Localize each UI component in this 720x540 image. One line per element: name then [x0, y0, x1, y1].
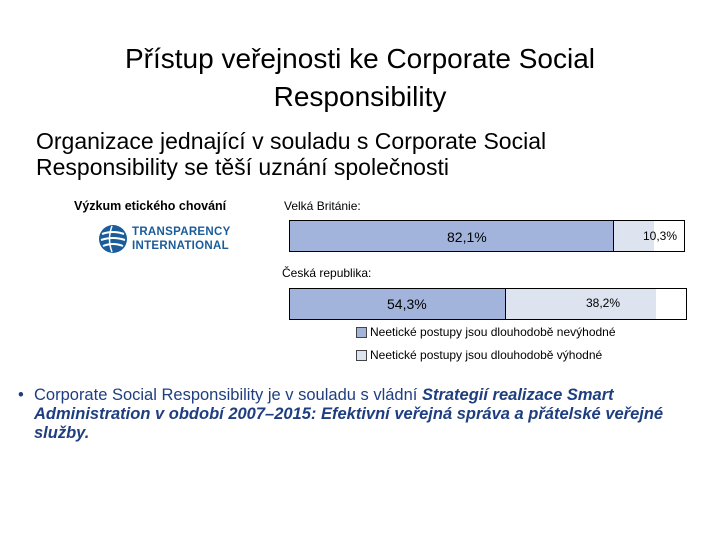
value-label-cz-favorable: 38,2%	[586, 296, 621, 310]
subtitle-line-1: Organizace jednající v souladu s Corporate Social	[36, 128, 547, 154]
source-label: Výzkum etického chování	[74, 199, 227, 213]
legend-label-favorable: Neetické postupy jsou dlouhodobě výhodné	[370, 348, 603, 362]
title-line-2: Responsibility	[273, 81, 447, 112]
bar-uk	[289, 220, 685, 252]
slide-title	[60, 40, 660, 116]
value-label-cz-unfavorable: 54,3%	[387, 296, 427, 312]
transparency-international-logo	[98, 222, 238, 256]
bullet-text-emphasis: Strategií realizace Smart Administration v období 2007–2015: Efektivní veřejná správa a přátelské veřejné služby.	[34, 386, 664, 442]
slide-subtitle	[36, 128, 676, 180]
globe-icon	[98, 224, 128, 254]
subtitle-line-2: Responsibility se těší uznání společnosti	[36, 154, 449, 180]
legend-label-unfavorable: Neetické postupy jsou dlouhodobě nevýhodné	[370, 325, 616, 339]
value-label-uk-unfavorable: 82,1%	[447, 229, 487, 245]
legend-item-unfavorable	[356, 325, 616, 339]
bar-segment-cz-favorable	[505, 289, 656, 319]
logo-text-line-2: INTERNATIONAL	[132, 240, 229, 252]
legend-swatch-favorable	[356, 350, 367, 361]
bullet-text-prefix: Corporate Social Responsibility je v souladu s vládní	[34, 386, 422, 404]
bar-cz	[289, 288, 687, 320]
value-label-uk-favorable: 10,3%	[643, 229, 678, 243]
legend-item-favorable	[356, 348, 602, 362]
bullet-text	[34, 386, 710, 443]
bullet-point: •	[18, 386, 24, 404]
category-label-cz: Česká republika:	[282, 266, 372, 280]
logo-text-line-1: TRANSPARENCY	[132, 226, 231, 238]
category-label-uk: Velká Británie:	[284, 199, 361, 213]
legend-swatch-unfavorable	[356, 327, 367, 338]
title-line-1: Přístup veřejnosti ke Corporate Social	[125, 43, 595, 74]
